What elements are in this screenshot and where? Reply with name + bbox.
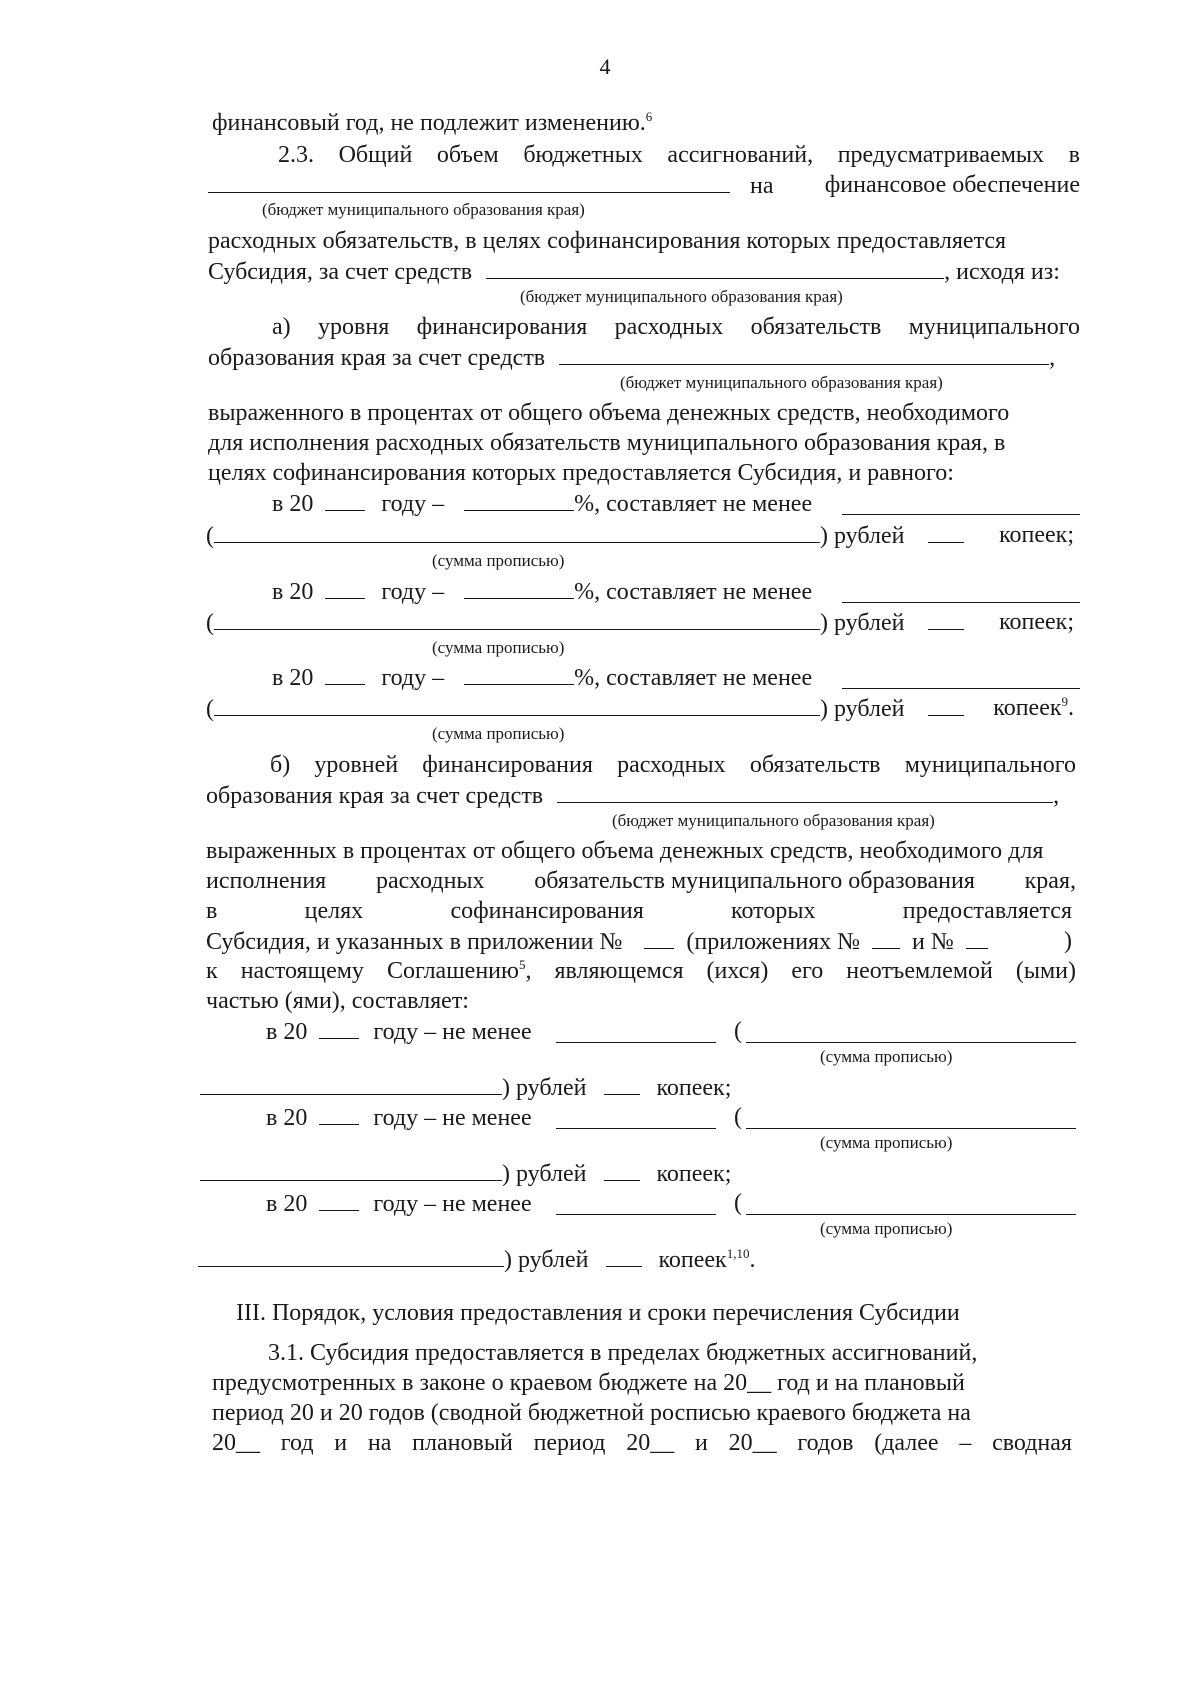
word: обязательств <box>750 314 882 340</box>
amount-blank-field[interactable] <box>842 492 1080 515</box>
word: обязательств <box>749 752 881 778</box>
text-line <box>206 986 469 1016</box>
year-blank-field[interactable] <box>325 576 365 599</box>
year-line <box>272 662 1080 693</box>
word: в <box>1068 142 1080 168</box>
year-prefix: в 20 <box>266 1191 308 1217</box>
text-line <box>206 866 1076 896</box>
year-prefix: в 20 <box>272 579 314 605</box>
rubles-label: ) рублей <box>502 1161 587 1187</box>
text-line <box>268 1338 1072 1368</box>
sum-words-blank-field[interactable] <box>200 1072 502 1095</box>
budget-blank-field[interactable] <box>559 342 1049 365</box>
text-line <box>212 1398 971 1428</box>
percent-text: %, составляет не менее <box>574 579 813 605</box>
open-paren: ( <box>206 523 214 549</box>
word: на <box>750 173 774 199</box>
budget-blank-field[interactable] <box>557 780 1053 803</box>
field-caption: (сумма прописью) <box>432 551 565 570</box>
line-text: (приложениях № <box>686 929 860 955</box>
word: предоставляется <box>902 898 1072 924</box>
text-line <box>212 1368 965 1398</box>
open-paren: ( <box>734 1190 742 1216</box>
word: сводная <box>992 1430 1072 1456</box>
word: уровней <box>314 752 399 778</box>
text-line <box>208 458 954 488</box>
kopecks-label: копеек; <box>999 522 1074 548</box>
line-text: образования края за счет средств <box>208 345 546 371</box>
line-text: выраженного в процентах от общего объема денежных средств, необходимого <box>208 400 1010 426</box>
line-text: образования края за счет средств <box>206 783 544 809</box>
minimum-year-line <box>266 1016 1076 1047</box>
kopecks-blank-field[interactable] <box>928 693 964 716</box>
line-text: частью (ями), составляет: <box>206 988 469 1014</box>
year-prefix: в 20 <box>266 1019 308 1045</box>
year-word: году – не менее <box>373 1191 532 1217</box>
year-blank-field[interactable] <box>319 1102 359 1125</box>
word: уровня <box>318 314 390 340</box>
year-blank-field[interactable] <box>319 1188 359 1211</box>
field-caption: (бюджет муниципального образования края) <box>612 811 935 830</box>
word: неотъемлемой <box>846 958 993 984</box>
line-text: и № <box>912 929 954 955</box>
kopecks-blank-field[interactable] <box>604 1072 640 1095</box>
word: на <box>367 1430 392 1456</box>
word: ассигнований, <box>667 142 814 168</box>
rubles-label: ) рублей <box>502 1075 587 1101</box>
paragraph-a-line <box>272 312 1080 342</box>
text-line <box>206 896 1072 926</box>
sum-line <box>206 520 1074 551</box>
word: его <box>791 958 824 984</box>
word: финансирования <box>416 314 588 340</box>
comma: , <box>1053 783 1060 809</box>
footnote-ref: 6 <box>645 109 653 124</box>
word: а) <box>272 314 291 340</box>
text-line <box>206 836 1076 866</box>
word: финансирования <box>422 752 593 778</box>
kopecks-blank-field[interactable] <box>606 1244 642 1267</box>
period: . <box>749 1247 756 1273</box>
word: обязательств муниципального образования <box>534 868 975 894</box>
paragraph-b-line <box>270 750 1076 780</box>
text-line <box>206 956 1076 986</box>
field-caption: (бюджет муниципального образования края) <box>520 287 843 306</box>
word: период <box>533 1430 606 1456</box>
word: расходных <box>614 314 724 340</box>
field-caption: (сумма прописью) <box>432 724 565 743</box>
kopecks-word: копеек <box>993 695 1062 721</box>
amount-blank-field[interactable] <box>556 1106 716 1129</box>
line-text: Субсидия, и указанных в приложении № <box>206 929 623 955</box>
line-text: , исходя из: <box>944 259 1060 285</box>
line-text: расходных обязательств, в целях софинансирования которых предоставляется <box>208 228 1007 254</box>
field-caption: (бюджет муниципального образования края) <box>262 200 585 219</box>
percent-blank-field[interactable] <box>464 576 574 599</box>
word: края, <box>1024 868 1076 894</box>
sum-words-blank-field[interactable] <box>198 1244 504 1267</box>
amount-blank-field[interactable] <box>556 1192 716 1215</box>
percent-blank-field[interactable] <box>464 488 574 511</box>
rubles-label: ) рублей <box>504 1247 589 1273</box>
kopecks-label: копеек; <box>656 1075 732 1101</box>
minimum-sum-line <box>200 1158 731 1189</box>
year-blank-field[interactable] <box>325 662 365 685</box>
sum-words-blank-field[interactable] <box>214 693 820 716</box>
appendix-number-field[interactable] <box>966 926 988 949</box>
budget-blank-field[interactable] <box>208 170 730 193</box>
page-number: 4 <box>599 54 611 79</box>
text-line <box>212 1428 1072 1458</box>
year-line <box>272 576 1080 607</box>
kopecks-label <box>993 693 1074 723</box>
text-line <box>208 342 1080 373</box>
appendix-number-field[interactable] <box>644 926 674 949</box>
year-word: году – <box>381 579 445 605</box>
field-caption: (сумма прописью) <box>820 1047 953 1066</box>
year-prefix: в 20 <box>272 491 314 517</box>
line-text: целях софинансирования которых предоставляется Субсидия, и равного: <box>208 460 954 486</box>
minimum-year-line <box>266 1102 1076 1133</box>
year-prefix: в 20 <box>272 665 314 691</box>
kopecks-label: копеек; <box>656 1161 732 1187</box>
field-caption: (сумма прописью) <box>820 1219 953 1238</box>
word: объем <box>436 142 499 168</box>
text-line <box>208 170 1080 201</box>
word: 20__ <box>728 1430 777 1456</box>
kopecks-blank-field[interactable] <box>928 520 964 543</box>
minimum-sum-line <box>198 1244 755 1275</box>
text-line <box>206 780 1076 811</box>
footnote-ref: 5 <box>518 957 526 972</box>
field-caption: (бюджет муниципального образования края) <box>620 373 943 392</box>
field-caption: (сумма прописью) <box>432 638 565 657</box>
percent-text: %, составляет не менее <box>574 491 813 517</box>
sum-line <box>206 693 1074 724</box>
line-text: 3.1. Субсидия предоставляется в пределах бюджетных ассигнований, <box>268 1340 978 1366</box>
year-word: году – <box>381 491 445 517</box>
sum-words-blank-field[interactable] <box>200 1158 502 1181</box>
year-word: году – <box>381 665 445 691</box>
word: (далее <box>874 1430 939 1456</box>
word: в <box>206 898 218 924</box>
field-caption: (сумма прописью) <box>820 1133 953 1152</box>
sum-words-blank-field[interactable] <box>746 1192 1076 1215</box>
word: являющемся <box>554 958 684 984</box>
paragraph-2-3-line <box>278 140 1080 170</box>
word: плановый <box>412 1430 513 1456</box>
line-text: для исполнения расходных обязательств муниципального образования края, в <box>208 430 1006 456</box>
word: муниципального <box>904 752 1076 778</box>
text-line <box>208 226 1080 256</box>
word: годов <box>797 1430 854 1456</box>
word: к <box>206 958 218 984</box>
line-text: период 20 и 20 годов (сводной бюджетной росписью краевого бюджета на <box>212 1400 971 1426</box>
year-line <box>272 488 1080 519</box>
open-paren: ( <box>206 610 214 636</box>
minimum-year-line <box>266 1188 1076 1219</box>
word: финансовое обеспечение <box>824 172 1080 198</box>
word: и <box>334 1430 348 1456</box>
rubles-label: ) рублей <box>820 696 905 722</box>
word <box>387 956 532 986</box>
section-heading: III. Порядок, условия предоставления и сроки перечисления Субсидии <box>236 1300 960 1326</box>
word: 20__ <box>626 1430 675 1456</box>
kopecks-label <box>658 1247 755 1273</box>
word: (ихся) <box>706 958 769 984</box>
text-line <box>212 108 652 138</box>
footnote-ref: 9 <box>1061 694 1068 709</box>
kopecks-word: копеек <box>658 1247 727 1273</box>
open-paren: ( <box>734 1018 742 1044</box>
line-text: финансовый год, не подлежит изменению. <box>212 110 646 136</box>
sum-words-blank-field[interactable] <box>214 520 820 543</box>
word: настоящему <box>240 958 364 984</box>
text-line <box>208 256 1080 287</box>
word: муниципального <box>908 314 1080 340</box>
kopecks-label: копеек; <box>999 609 1074 635</box>
sum-line <box>206 607 1074 638</box>
budget-blank-field[interactable] <box>486 256 944 279</box>
appendix-number-field[interactable] <box>872 926 900 949</box>
kopecks-blank-field[interactable] <box>604 1158 640 1181</box>
text-line <box>206 926 1076 957</box>
percent-blank-field[interactable] <box>464 662 574 685</box>
word: которых <box>731 898 816 924</box>
minimum-sum-line <box>200 1072 731 1103</box>
word: бюджетных <box>523 142 643 168</box>
word: целях <box>304 898 364 924</box>
comma: , <box>525 958 532 984</box>
word-text: Соглашению <box>386 958 519 984</box>
year-word: году – не менее <box>373 1105 532 1131</box>
word: и <box>694 1430 708 1456</box>
line-text: Субсидия, за счет средств <box>208 259 473 285</box>
year-blank-field[interactable] <box>319 1016 359 1039</box>
text-line <box>208 398 1080 428</box>
word: (ыми) <box>1015 958 1076 984</box>
kopecks-blank-field[interactable] <box>928 607 964 630</box>
sum-words-blank-field[interactable] <box>746 1106 1076 1129</box>
line-text: предусмотренных в законе о краевом бюджете на 20__ год и на плановый <box>212 1370 965 1396</box>
amount-blank-field[interactable] <box>842 666 1080 689</box>
footnote-ref: 1,10 <box>726 1246 750 1261</box>
percent-text: %, составляет не менее <box>574 665 813 691</box>
amount-blank-field[interactable] <box>556 1020 716 1043</box>
rubles-label: ) рублей <box>820 523 905 549</box>
open-paren: ( <box>734 1104 742 1130</box>
year-prefix: в 20 <box>266 1105 308 1131</box>
word: – <box>959 1430 972 1456</box>
word: Общий <box>338 142 413 168</box>
open-paren: ( <box>206 696 214 722</box>
year-blank-field[interactable] <box>325 488 365 511</box>
word: исполнения <box>206 868 327 894</box>
year-word: году – не менее <box>373 1019 532 1045</box>
word: расходных <box>617 752 726 778</box>
period: . <box>1068 695 1074 721</box>
sum-words-blank-field[interactable] <box>214 607 820 630</box>
line-text: выраженных в процентах от общего объема денежных средств, необходимого для <box>206 838 1044 864</box>
line-text: ) <box>1064 928 1072 954</box>
amount-blank-field[interactable] <box>842 580 1080 603</box>
word: 20__ <box>212 1430 260 1456</box>
sum-words-blank-field[interactable] <box>746 1020 1076 1043</box>
word: б) <box>270 752 291 778</box>
word: расходных <box>375 868 485 894</box>
text-line <box>208 428 1080 458</box>
word: год <box>280 1430 314 1456</box>
word: предусматриваемых <box>837 142 1045 168</box>
clause-number: 2.3. <box>278 142 314 168</box>
rubles-label: ) рублей <box>820 610 905 636</box>
comma: , <box>1049 345 1056 371</box>
word: софинансирования <box>450 898 644 924</box>
